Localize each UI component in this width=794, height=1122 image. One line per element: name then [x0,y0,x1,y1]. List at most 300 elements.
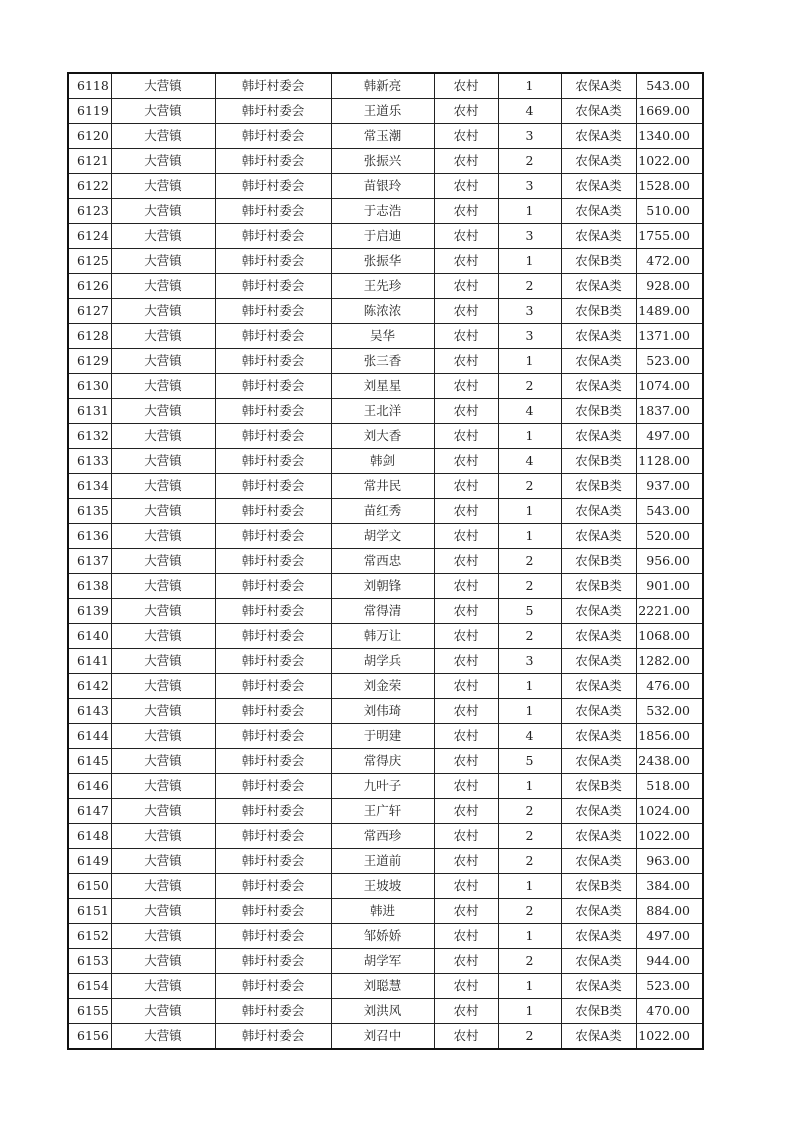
row-number-cell: 6141 [68,649,111,674]
village-committee-cell: 韩圩村委会 [215,924,331,949]
person-name-cell: 刘洪风 [331,999,434,1024]
town-cell: 大营镇 [111,949,215,974]
household-type-cell: 农村 [434,1024,498,1050]
table-row [68,224,703,249]
amount-cell: 2221.00 [636,599,703,624]
person-name-cell: 邹娇娇 [331,924,434,949]
household-type-cell: 农村 [434,499,498,524]
town-cell: 大营镇 [111,174,215,199]
household-size-cell: 2 [498,374,561,399]
person-name-cell: 王道前 [331,849,434,874]
town-cell: 大营镇 [111,499,215,524]
household-size-cell: 5 [498,599,561,624]
household-size-cell: 2 [498,949,561,974]
person-name-cell: 苗银玲 [331,174,434,199]
town-cell: 大营镇 [111,774,215,799]
household-size-cell: 3 [498,649,561,674]
table-row [68,374,703,399]
household-type-cell: 农村 [434,824,498,849]
amount-cell: 472.00 [636,249,703,274]
person-name-cell: 王道乐 [331,99,434,124]
town-cell: 大营镇 [111,324,215,349]
household-type-cell: 农村 [434,474,498,499]
insurance-category-cell: 农保A类 [561,674,636,699]
insurance-category-cell: 农保A类 [561,274,636,299]
town-cell: 大营镇 [111,674,215,699]
amount-cell: 1024.00 [636,799,703,824]
table-row [68,549,703,574]
person-name-cell: 吴华 [331,324,434,349]
person-name-cell: 刘召中 [331,1024,434,1050]
row-number-cell: 6149 [68,849,111,874]
table-row [68,449,703,474]
person-name-cell: 于启迪 [331,224,434,249]
person-name-cell: 胡学军 [331,949,434,974]
table-row [68,874,703,899]
village-committee-cell: 韩圩村委会 [215,724,331,749]
table-row [68,174,703,199]
household-type-cell: 农村 [434,249,498,274]
village-committee-cell: 韩圩村委会 [215,974,331,999]
village-committee-cell: 韩圩村委会 [215,249,331,274]
household-type-cell: 农村 [434,99,498,124]
person-name-cell: 刘伟琦 [331,699,434,724]
insurance-category-cell: 农保B类 [561,399,636,424]
household-size-cell: 1 [498,499,561,524]
household-size-cell: 1 [498,73,561,99]
person-name-cell: 刘星星 [331,374,434,399]
town-cell: 大营镇 [111,549,215,574]
household-type-cell: 农村 [434,899,498,924]
village-committee-cell: 韩圩村委会 [215,599,331,624]
table-row [68,274,703,299]
table-row [68,1024,703,1050]
amount-cell: 476.00 [636,674,703,699]
village-committee-cell: 韩圩村委会 [215,99,331,124]
village-committee-cell: 韩圩村委会 [215,349,331,374]
town-cell: 大营镇 [111,899,215,924]
insurance-category-cell: 农保A类 [561,199,636,224]
household-type-cell: 农村 [434,974,498,999]
insurance-category-cell: 农保A类 [561,149,636,174]
table-row [68,349,703,374]
insurance-category-cell: 农保B类 [561,474,636,499]
amount-cell: 520.00 [636,524,703,549]
village-committee-cell: 韩圩村委会 [215,124,331,149]
person-name-cell: 张振兴 [331,149,434,174]
village-committee-cell: 韩圩村委会 [215,874,331,899]
household-type-cell: 农村 [434,674,498,699]
household-size-cell: 2 [498,799,561,824]
town-cell: 大营镇 [111,999,215,1024]
household-type-cell: 农村 [434,849,498,874]
town-cell: 大营镇 [111,99,215,124]
person-name-cell: 常得庆 [331,749,434,774]
person-name-cell: 于志浩 [331,199,434,224]
household-type-cell: 农村 [434,199,498,224]
person-name-cell: 常得清 [331,599,434,624]
row-number-cell: 6138 [68,574,111,599]
household-size-cell: 1 [498,999,561,1024]
row-number-cell: 6126 [68,274,111,299]
village-committee-cell: 韩圩村委会 [215,949,331,974]
amount-cell: 1837.00 [636,399,703,424]
person-name-cell: 刘朝锋 [331,574,434,599]
amount-cell: 543.00 [636,73,703,99]
insurance-category-cell: 农保A类 [561,324,636,349]
row-number-cell: 6140 [68,624,111,649]
amount-cell: 1755.00 [636,224,703,249]
row-number-cell: 6150 [68,874,111,899]
household-type-cell: 农村 [434,649,498,674]
household-size-cell: 1 [498,974,561,999]
town-cell: 大营镇 [111,974,215,999]
village-committee-cell: 韩圩村委会 [215,499,331,524]
table-row [68,899,703,924]
household-type-cell: 农村 [434,424,498,449]
town-cell: 大营镇 [111,424,215,449]
household-size-cell: 1 [498,349,561,374]
person-name-cell: 张振华 [331,249,434,274]
amount-cell: 937.00 [636,474,703,499]
row-number-cell: 6153 [68,949,111,974]
household-type-cell: 农村 [434,774,498,799]
household-type-cell: 农村 [434,524,498,549]
village-committee-cell: 韩圩村委会 [215,399,331,424]
table-row [68,249,703,274]
table-row [68,424,703,449]
amount-cell: 1022.00 [636,1024,703,1050]
household-size-cell: 2 [498,474,561,499]
row-number-cell: 6124 [68,224,111,249]
amount-cell: 1282.00 [636,649,703,674]
insurance-category-cell: 农保B类 [561,449,636,474]
row-number-cell: 6129 [68,349,111,374]
household-size-cell: 4 [498,724,561,749]
person-name-cell: 常西忠 [331,549,434,574]
table-row [68,624,703,649]
town-cell: 大营镇 [111,449,215,474]
household-type-cell: 农村 [434,874,498,899]
village-committee-cell: 韩圩村委会 [215,774,331,799]
village-committee-cell: 韩圩村委会 [215,849,331,874]
town-cell: 大营镇 [111,699,215,724]
table-row [68,774,703,799]
town-cell: 大营镇 [111,624,215,649]
amount-cell: 497.00 [636,924,703,949]
insurance-category-cell: 农保A类 [561,1024,636,1050]
town-cell: 大营镇 [111,374,215,399]
insurance-category-cell: 农保A类 [561,949,636,974]
table-row [68,73,703,99]
amount-cell: 928.00 [636,274,703,299]
insurance-category-cell: 农保B类 [561,774,636,799]
town-cell: 大营镇 [111,274,215,299]
insurance-category-cell: 农保B类 [561,874,636,899]
village-committee-cell: 韩圩村委会 [215,324,331,349]
person-name-cell: 韩剑 [331,449,434,474]
village-committee-cell: 韩圩村委会 [215,574,331,599]
insurance-category-cell: 农保B类 [561,299,636,324]
village-committee-cell: 韩圩村委会 [215,799,331,824]
household-size-cell: 3 [498,224,561,249]
household-size-cell: 2 [498,624,561,649]
household-type-cell: 农村 [434,324,498,349]
town-cell: 大营镇 [111,824,215,849]
village-committee-cell: 韩圩村委会 [215,149,331,174]
amount-cell: 1022.00 [636,824,703,849]
town-cell: 大营镇 [111,849,215,874]
person-name-cell: 张三香 [331,349,434,374]
row-number-cell: 6133 [68,449,111,474]
household-size-cell: 1 [498,774,561,799]
insurance-category-cell: 农保A类 [561,124,636,149]
village-committee-cell: 韩圩村委会 [215,649,331,674]
town-cell: 大营镇 [111,299,215,324]
row-number-cell: 6134 [68,474,111,499]
table-row [68,749,703,774]
town-cell: 大营镇 [111,124,215,149]
insurance-category-cell: 农保A类 [561,899,636,924]
table-row [68,724,703,749]
amount-cell: 497.00 [636,424,703,449]
household-type-cell: 农村 [434,699,498,724]
table-row [68,199,703,224]
insurance-category-cell: 农保A类 [561,749,636,774]
household-size-cell: 1 [498,674,561,699]
person-name-cell: 韩进 [331,899,434,924]
household-type-cell: 农村 [434,374,498,399]
town-cell: 大营镇 [111,724,215,749]
household-size-cell: 3 [498,174,561,199]
town-cell: 大营镇 [111,474,215,499]
insurance-category-cell: 农保A类 [561,849,636,874]
village-committee-cell: 韩圩村委会 [215,524,331,549]
amount-cell: 963.00 [636,849,703,874]
person-name-cell: 王坡坡 [331,874,434,899]
town-cell: 大营镇 [111,149,215,174]
amount-cell: 901.00 [636,574,703,599]
household-size-cell: 2 [498,824,561,849]
village-committee-cell: 韩圩村委会 [215,449,331,474]
person-name-cell: 王广轩 [331,799,434,824]
amount-cell: 532.00 [636,699,703,724]
row-number-cell: 6144 [68,724,111,749]
insurance-category-cell: 农保A类 [561,224,636,249]
table-row [68,524,703,549]
row-number-cell: 6142 [68,674,111,699]
household-type-cell: 农村 [434,799,498,824]
insurance-category-cell: 农保A类 [561,699,636,724]
table-row [68,849,703,874]
household-size-cell: 2 [498,549,561,574]
household-size-cell: 5 [498,749,561,774]
insurance-category-cell: 农保A类 [561,99,636,124]
household-type-cell: 农村 [434,924,498,949]
row-number-cell: 6125 [68,249,111,274]
village-committee-cell: 韩圩村委会 [215,274,331,299]
table-row [68,324,703,349]
household-size-cell: 1 [498,249,561,274]
person-name-cell: 常西珍 [331,824,434,849]
table-row [68,674,703,699]
row-number-cell: 6156 [68,1024,111,1050]
amount-cell: 543.00 [636,499,703,524]
village-committee-cell: 韩圩村委会 [215,73,331,99]
amount-cell: 884.00 [636,899,703,924]
household-type-cell: 农村 [434,449,498,474]
table-row [68,924,703,949]
household-size-cell: 1 [498,874,561,899]
person-name-cell: 常井民 [331,474,434,499]
row-number-cell: 6152 [68,924,111,949]
household-size-cell: 4 [498,99,561,124]
household-size-cell: 3 [498,324,561,349]
table-row [68,649,703,674]
town-cell: 大营镇 [111,924,215,949]
insurance-category-cell: 农保A类 [561,649,636,674]
person-name-cell: 王先珍 [331,274,434,299]
town-cell: 大营镇 [111,199,215,224]
household-size-cell: 2 [498,574,561,599]
town-cell: 大营镇 [111,249,215,274]
household-type-cell: 农村 [434,549,498,574]
row-number-cell: 6122 [68,174,111,199]
household-type-cell: 农村 [434,149,498,174]
town-cell: 大营镇 [111,524,215,549]
household-size-cell: 1 [498,699,561,724]
table-row [68,949,703,974]
row-number-cell: 6151 [68,899,111,924]
row-number-cell: 6118 [68,73,111,99]
row-number-cell: 6120 [68,124,111,149]
town-cell: 大营镇 [111,224,215,249]
row-number-cell: 6139 [68,599,111,624]
amount-cell: 384.00 [636,874,703,899]
insurance-category-cell: 农保A类 [561,924,636,949]
household-type-cell: 农村 [434,949,498,974]
village-committee-cell: 韩圩村委会 [215,674,331,699]
village-committee-cell: 韩圩村委会 [215,299,331,324]
insurance-category-cell: 农保A类 [561,799,636,824]
row-number-cell: 6146 [68,774,111,799]
insurance-category-cell: 农保B类 [561,249,636,274]
insurance-category-cell: 农保B类 [561,999,636,1024]
insurance-category-cell: 农保A类 [561,724,636,749]
household-size-cell: 2 [498,274,561,299]
table-row [68,124,703,149]
table-row [68,499,703,524]
amount-cell: 1074.00 [636,374,703,399]
town-cell: 大营镇 [111,1024,215,1050]
table-row [68,599,703,624]
household-size-cell: 3 [498,299,561,324]
insurance-category-cell: 农保A类 [561,524,636,549]
village-committee-cell: 韩圩村委会 [215,549,331,574]
amount-cell: 510.00 [636,199,703,224]
person-name-cell: 常玉潮 [331,124,434,149]
household-type-cell: 农村 [434,174,498,199]
amount-cell: 1340.00 [636,124,703,149]
amount-cell: 1669.00 [636,99,703,124]
town-cell: 大营镇 [111,799,215,824]
amount-cell: 944.00 [636,949,703,974]
household-type-cell: 农村 [434,399,498,424]
household-size-cell: 2 [498,1024,561,1050]
household-size-cell: 1 [498,424,561,449]
table-row [68,99,703,124]
household-size-cell: 1 [498,199,561,224]
amount-cell: 523.00 [636,974,703,999]
person-name-cell: 苗红秀 [331,499,434,524]
village-committee-cell: 韩圩村委会 [215,224,331,249]
household-size-cell: 4 [498,449,561,474]
amount-cell: 1528.00 [636,174,703,199]
household-type-cell: 农村 [434,624,498,649]
amount-cell: 523.00 [636,349,703,374]
insurance-category-cell: 农保A类 [561,624,636,649]
household-type-cell: 农村 [434,299,498,324]
household-type-cell: 农村 [434,73,498,99]
person-name-cell: 胡学文 [331,524,434,549]
insurance-category-cell: 农保A类 [561,974,636,999]
household-size-cell: 2 [498,849,561,874]
row-number-cell: 6148 [68,824,111,849]
household-size-cell: 3 [498,124,561,149]
household-type-cell: 农村 [434,124,498,149]
person-name-cell: 韩万让 [331,624,434,649]
village-committee-cell: 韩圩村委会 [215,424,331,449]
town-cell: 大营镇 [111,349,215,374]
town-cell: 大营镇 [111,574,215,599]
person-name-cell: 九叶子 [331,774,434,799]
row-number-cell: 6137 [68,549,111,574]
row-number-cell: 6132 [68,424,111,449]
table-row [68,399,703,424]
village-committee-cell: 韩圩村委会 [215,999,331,1024]
row-number-cell: 6147 [68,799,111,824]
household-type-cell: 农村 [434,274,498,299]
row-number-cell: 6123 [68,199,111,224]
household-type-cell: 农村 [434,224,498,249]
table-row [68,999,703,1024]
insurance-category-cell: 农保B类 [561,549,636,574]
amount-cell: 1489.00 [636,299,703,324]
town-cell: 大营镇 [111,399,215,424]
village-committee-cell: 韩圩村委会 [215,899,331,924]
household-size-cell: 4 [498,399,561,424]
table-row [68,474,703,499]
person-name-cell: 于明建 [331,724,434,749]
amount-cell: 1022.00 [636,149,703,174]
row-number-cell: 6130 [68,374,111,399]
household-type-cell: 农村 [434,999,498,1024]
person-name-cell: 陈浓浓 [331,299,434,324]
household-type-cell: 农村 [434,724,498,749]
household-type-cell: 农村 [434,749,498,774]
row-number-cell: 6136 [68,524,111,549]
household-type-cell: 农村 [434,599,498,624]
town-cell: 大营镇 [111,749,215,774]
insurance-category-cell: 农保A类 [561,499,636,524]
insurance-category-cell: 农保A类 [561,824,636,849]
amount-cell: 1128.00 [636,449,703,474]
table-row [68,149,703,174]
town-cell: 大营镇 [111,599,215,624]
amount-cell: 470.00 [636,999,703,1024]
person-name-cell: 刘金荣 [331,674,434,699]
table-row [68,799,703,824]
